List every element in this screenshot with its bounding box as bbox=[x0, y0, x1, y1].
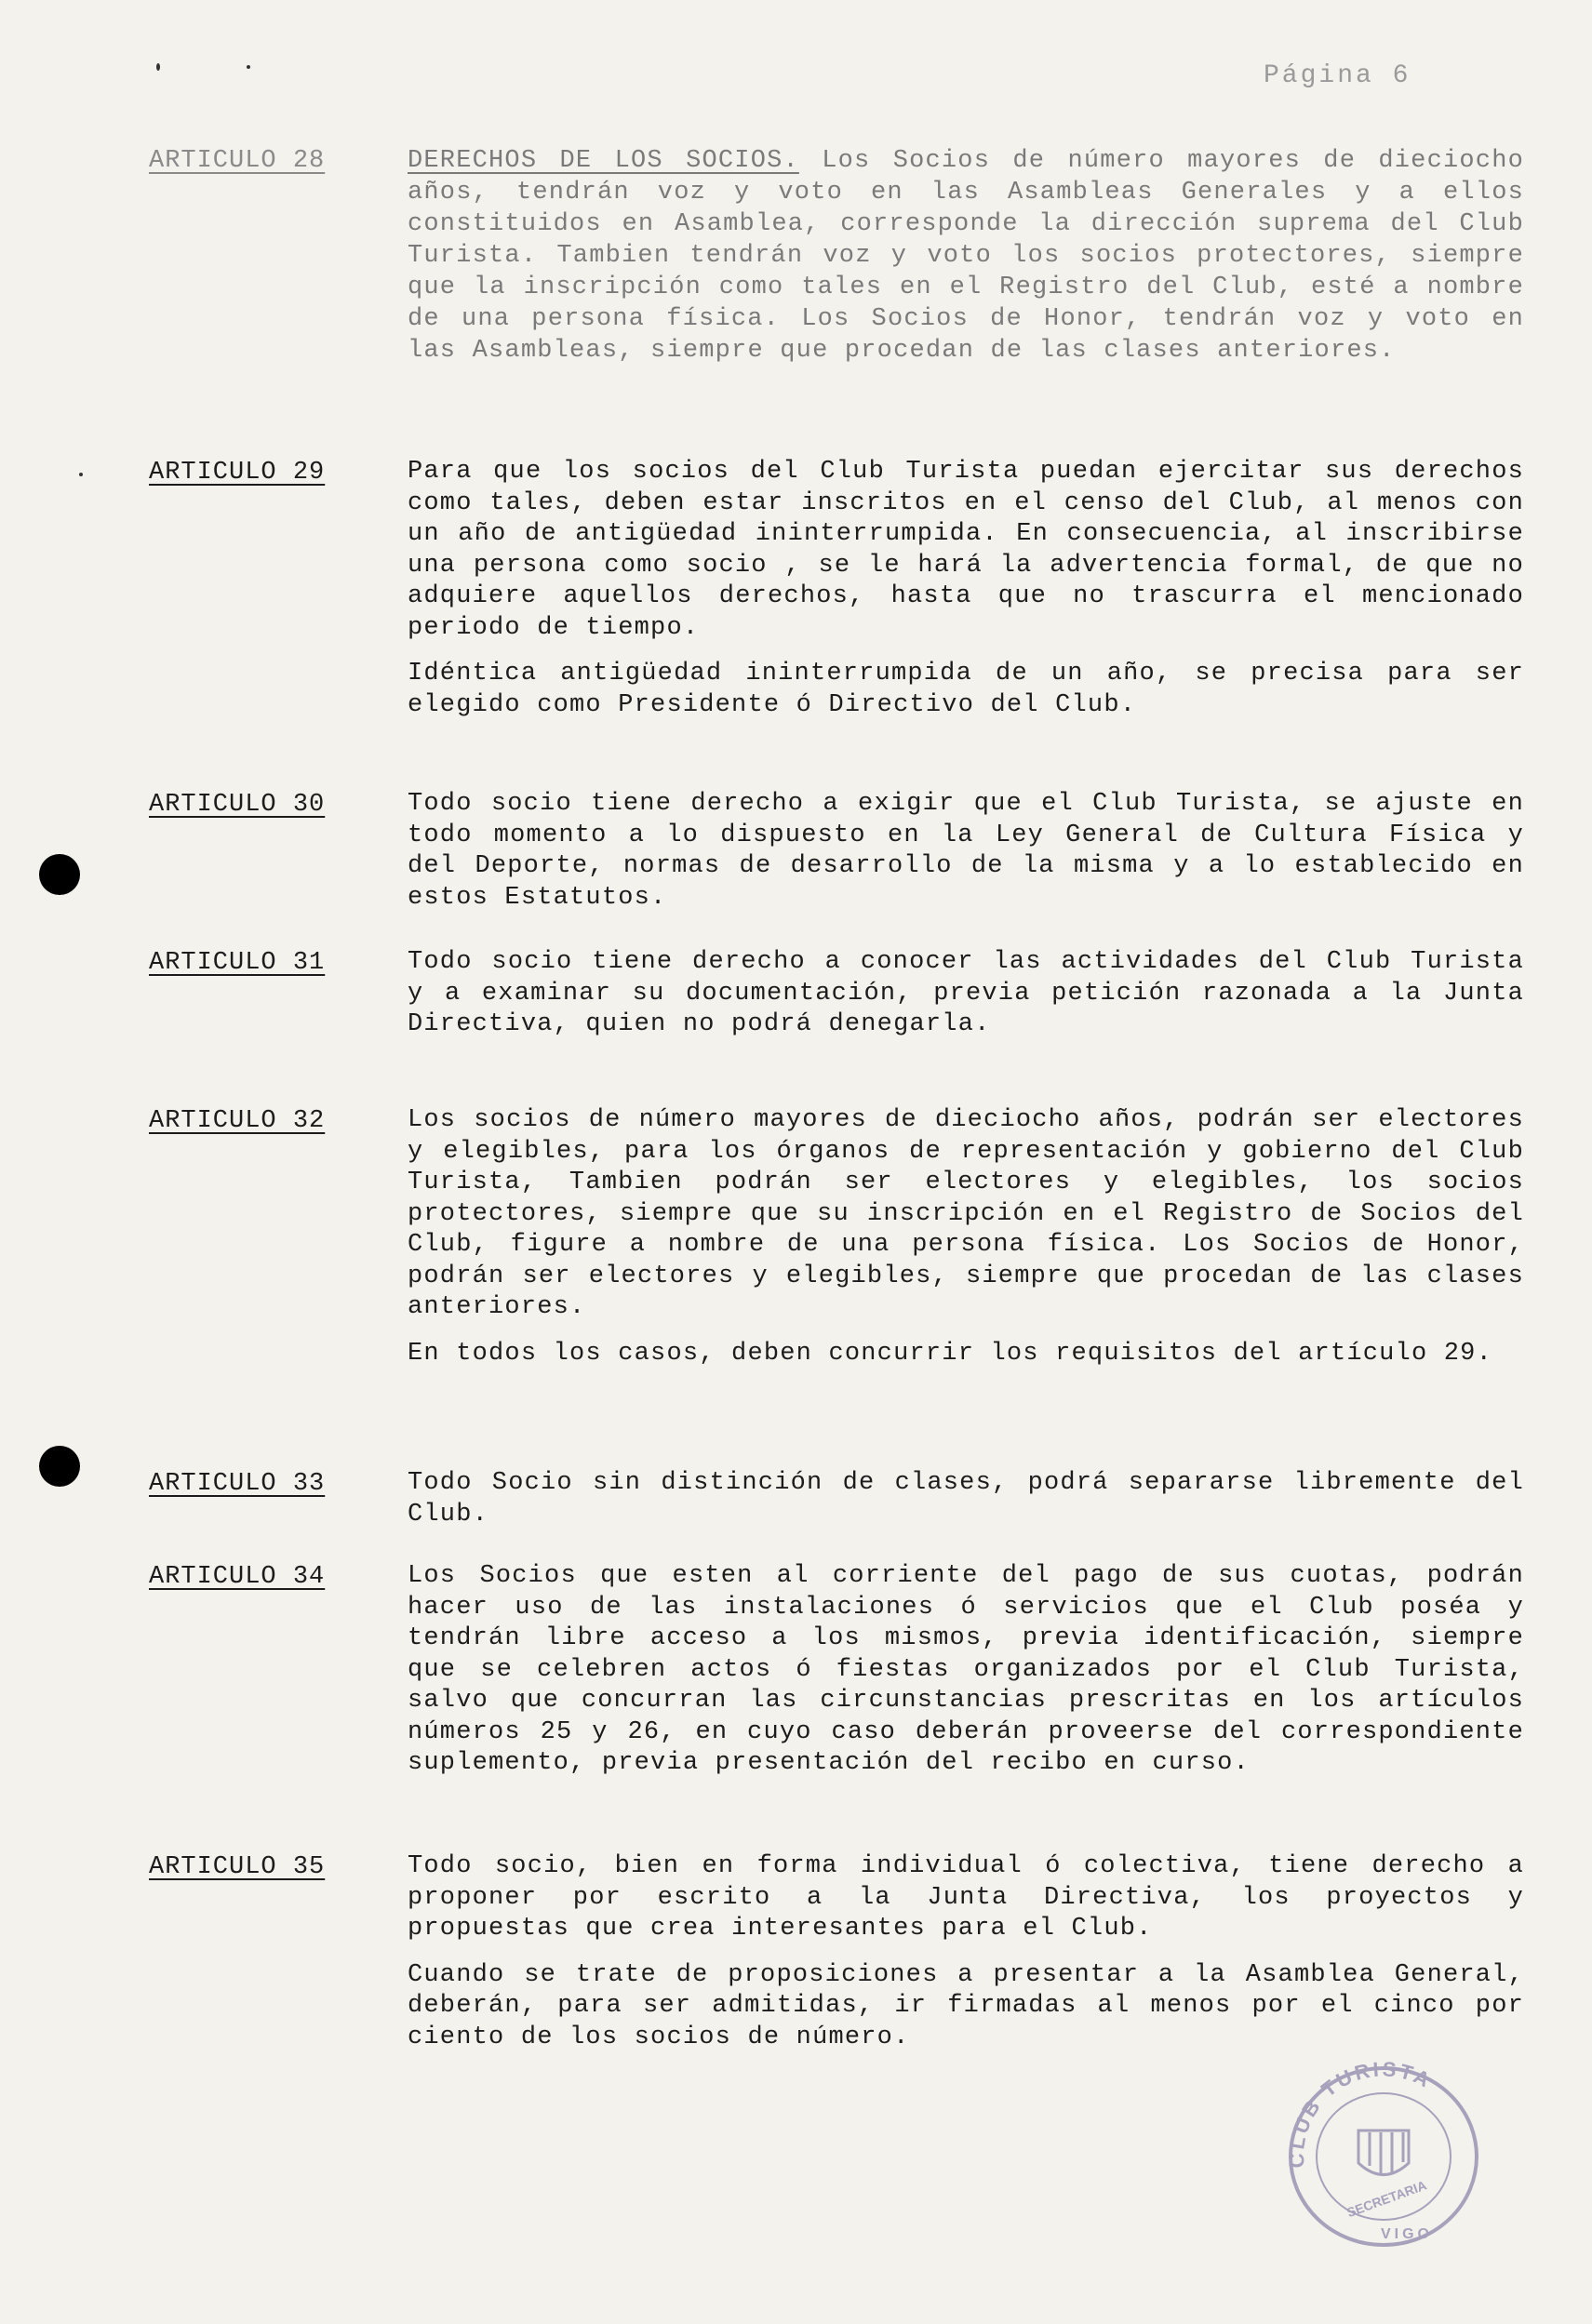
article-label: ARTICULO 33 bbox=[149, 1470, 326, 1498]
article-paragraph: Todo socio, bien en forma individual ó colectiva, tiene derecho a proponer por escrito a la Junta Directiva, los proyectos y propuestas que crea interesantes para el Club. bbox=[408, 1852, 1524, 1943]
article-label: ARTICULO 29 bbox=[149, 459, 326, 487]
article-body bbox=[408, 1105, 1524, 1384]
speck bbox=[247, 65, 250, 69]
article-label: ARTICULO 35 bbox=[149, 1853, 326, 1881]
article-33 bbox=[149, 1468, 1545, 1545]
article-heading: DERECHOS DE LOS SOCIOS. bbox=[408, 147, 799, 175]
article-label: ARTICULO 30 bbox=[149, 791, 326, 819]
article-label: ARTICULO 34 bbox=[149, 1563, 326, 1591]
article-paragraph: Todo socio tiene derecho a conocer las actividades del Club Turista y a examinar su documentación, previa petición razonada a la Junta Directiva, quien no podrá denegarla. bbox=[408, 948, 1524, 1038]
article-label: ARTICULO 28 bbox=[149, 147, 326, 175]
article-paragraph: Cuando se trate de proposiciones a presentar a la Asamblea General, deberán, para ser admitidas, ir firmadas al menos por el cinco por ciento de los socios de número. bbox=[408, 1960, 1524, 2051]
article-body bbox=[408, 789, 1524, 928]
article-body bbox=[408, 1468, 1524, 1545]
article-35 bbox=[149, 1851, 1545, 2068]
stamp-bottom-text: VIGO bbox=[1380, 2226, 1434, 2242]
article-paragraph: Para que los socios del Club Turista puedan ejercitar sus derechos como tales, deben estar inscritos en el censo del Club, al menos con un año de antigüedad ininterrumpida. En consecuencia, al inscribirse una persona como socio , se le hará la advertencia formal, de que no adquiere aquellos derechos, hasta que no trascurra el mencionado periodo de tiempo. bbox=[408, 458, 1524, 642]
article-29 bbox=[149, 457, 1545, 736]
punch-hole bbox=[39, 1446, 80, 1487]
shield-stripes bbox=[1370, 2132, 1403, 2175]
article-body bbox=[408, 947, 1524, 1056]
article-paragraph: Los socios de número mayores de dieciocho años, podrán ser electores y elegibles, para los órganos de representación y gobierno del Club Turista, Tambien podrán ser electores y elegibles, los socios protectores, siempre que su inscripción en el Registro de Socios del Club, figure a nombre de una persona física. Los Socios de Honor, podrán ser electores y elegibles, siempre que procedan de las clases anteriores. bbox=[408, 1106, 1524, 1321]
article-paragraph: En todos los casos, deben concurrir los requisitos del artículo 29. bbox=[408, 1339, 1492, 1368]
article-28 bbox=[149, 145, 1545, 381]
article-paragraph: Los Socios que esten al corriente del pago de sus cuotas, podrán hacer uso de las instalaciones ó servicios que el Club poséa y tendrán libre acceso a los mismos, previa identificación, siempre que se celebren actos ó fiestas organizados por el Club Turista, salvo que concurran las circunstancias prescritas en los artículos números 25 y 26, en cuyo caso deberán proveerse del correspondiente suplemento, previa presentación del recibo en curso. bbox=[408, 1562, 1524, 1777]
article-31 bbox=[149, 947, 1545, 1056]
article-label: ARTICULO 32 bbox=[149, 1107, 326, 1135]
article-paragraph: Idéntica antigüedad ininterrumpida de un año, se precisa para ser elegido como Presidente ó Directivo del Club. bbox=[408, 660, 1524, 719]
punch-hole bbox=[39, 854, 80, 895]
speck bbox=[156, 63, 160, 71]
stamp-middle-text: SECRETARIA bbox=[1345, 2177, 1429, 2221]
shield-icon bbox=[1358, 2130, 1409, 2175]
article-34 bbox=[149, 1561, 1545, 1795]
article-32 bbox=[149, 1105, 1545, 1384]
article-label: ARTICULO 31 bbox=[149, 949, 326, 977]
article-body bbox=[408, 1561, 1524, 1795]
speck bbox=[79, 473, 83, 476]
article-paragraph: Todo Socio sin distinción de clases, podrá separarse libremente del Club. bbox=[408, 1469, 1524, 1529]
article-paragraph: Todo socio tiene derecho a exigir que el Club Turista, se ajuste en todo momento a lo dispuesto en la Ley General de Cultura Física y del Deporte, normas de desarrollo de la misma y a lo establecido en estos Estatutos. bbox=[408, 790, 1524, 912]
article-30 bbox=[149, 789, 1545, 928]
page-number: Página 6 bbox=[1264, 61, 1411, 90]
article-body bbox=[408, 145, 1524, 381]
stamp-top-text: CLUB TURISTA bbox=[1284, 2057, 1437, 2169]
article-paragraph: DERECHOS DE LOS SOCIOS. Los Socios de número mayores de dieciocho años, tendrán voz y voto en las Asambleas Generales y a ellos constituidos en Asamblea, corresponde la dirección suprema del Club Turista. Tambien tendrán voz y voto los socios protectores, siempre que la inscripción como tales en el Registro del Club, esté a nombre de una persona física. Los Socios de Honor, tendrán voz y voto en las Asambleas, siempre que procedan de las clases anteriores. bbox=[408, 147, 1524, 365]
article-body bbox=[408, 457, 1524, 736]
article-body bbox=[408, 1851, 1524, 2068]
club-stamp bbox=[1277, 2056, 1491, 2256]
